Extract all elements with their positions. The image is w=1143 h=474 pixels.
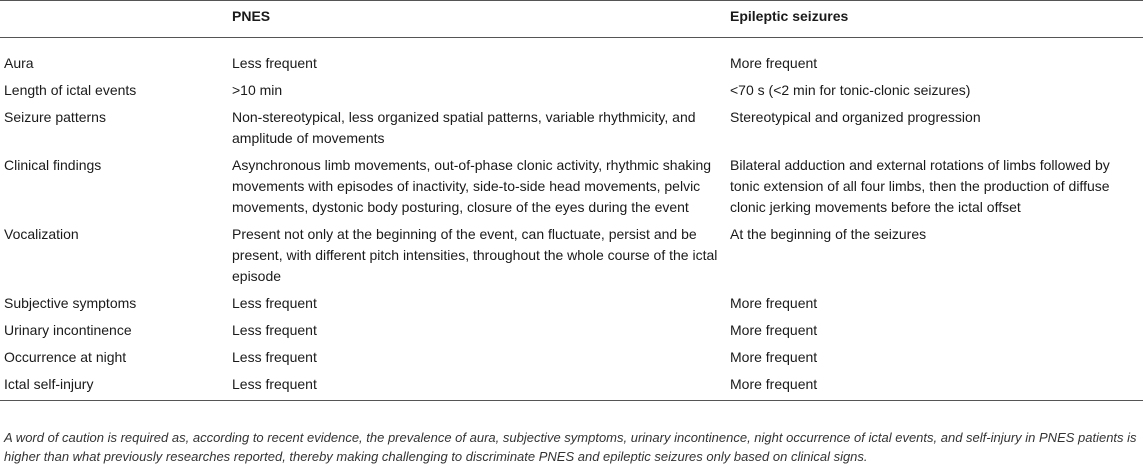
epileptic-cell: Stereotypical and organized progression bbox=[730, 109, 981, 125]
header-cell-epileptic: Epileptic seizures bbox=[726, 1, 1143, 38]
row-label: Ictal self-injury bbox=[0, 372, 228, 401]
table-row bbox=[0, 105, 1143, 153]
epileptic-cell: <70 s (<2 min for tonic-clonic seizures) bbox=[730, 82, 971, 98]
pnes-cell: Non-stereotypical, less organized spatial patterns, variable rhythmicity, and amplitude of movements bbox=[232, 109, 696, 146]
epileptic-cell: More frequent bbox=[730, 55, 818, 71]
table-row bbox=[0, 222, 1143, 291]
header-cell-feature bbox=[0, 1, 228, 38]
row-label: Urinary incontinence bbox=[4, 322, 132, 338]
table-header bbox=[0, 1, 1143, 38]
table-row bbox=[0, 153, 1143, 222]
table-row bbox=[0, 318, 1143, 345]
table-body bbox=[0, 38, 1143, 401]
row-label: Subjective symptoms bbox=[4, 295, 137, 311]
pnes-cell: Asynchronous limb movements, out-of-phase clonic activity, rhythmic shaking movements with episodes of inactivity, side-to-side head movements, pelvic movements, dystonic body posturing, closure of the eyes during the event bbox=[232, 157, 712, 215]
row-label: Clinical findings bbox=[4, 157, 102, 173]
pnes-cell: Less frequent bbox=[232, 55, 317, 71]
pnes-cell: Less frequent bbox=[232, 322, 317, 338]
pnes-cell: >10 min bbox=[232, 82, 283, 98]
row-label: Length of ictal events bbox=[4, 82, 137, 98]
epileptic-cell: More frequent bbox=[730, 322, 818, 338]
row-label: Occurrence at night bbox=[4, 349, 127, 365]
table-row bbox=[0, 78, 1143, 105]
table-row bbox=[0, 372, 1143, 401]
table-footnote: A word of caution is required as, according to recent evidence, the prevalence of aura, subjective symptoms, urinary incontinence, night occurrence of ictal events, and self-injury in PNES patients is higher than what previously researches reported, thereby making challenging to discriminate PNES and epileptic seizures only based on clinical signs. bbox=[4, 430, 1137, 464]
epileptic-cell: Bilateral adduction and external rotations of limbs followed by tonic extension of all four limbs, then the production of diffuse clonic jerking movements before the ictal offset bbox=[730, 157, 1110, 215]
header-cell-pnes: PNES bbox=[228, 1, 726, 38]
row-label: Seizure patterns bbox=[4, 109, 106, 125]
epileptic-cell: More frequent bbox=[730, 349, 818, 365]
pnes-cell: Present not only at the beginning of the event, can fluctuate, persist and be present, with different pitch intensities, throughout the whole course of the ictal episode bbox=[232, 226, 718, 284]
epileptic-cell: More frequent bbox=[730, 295, 818, 311]
table-row bbox=[0, 345, 1143, 372]
row-label: Aura bbox=[4, 55, 34, 71]
epileptic-cell: At the beginning of the seizures bbox=[730, 226, 927, 242]
table-row bbox=[0, 291, 1143, 318]
epileptic-cell: More frequent bbox=[726, 372, 1143, 401]
row-label: Vocalization bbox=[4, 226, 79, 242]
pnes-cell: Less frequent bbox=[228, 372, 726, 401]
pnes-cell: Less frequent bbox=[232, 295, 317, 311]
table-row bbox=[0, 38, 1143, 79]
pnes-cell: Less frequent bbox=[232, 349, 317, 365]
header-row bbox=[0, 1, 1143, 38]
